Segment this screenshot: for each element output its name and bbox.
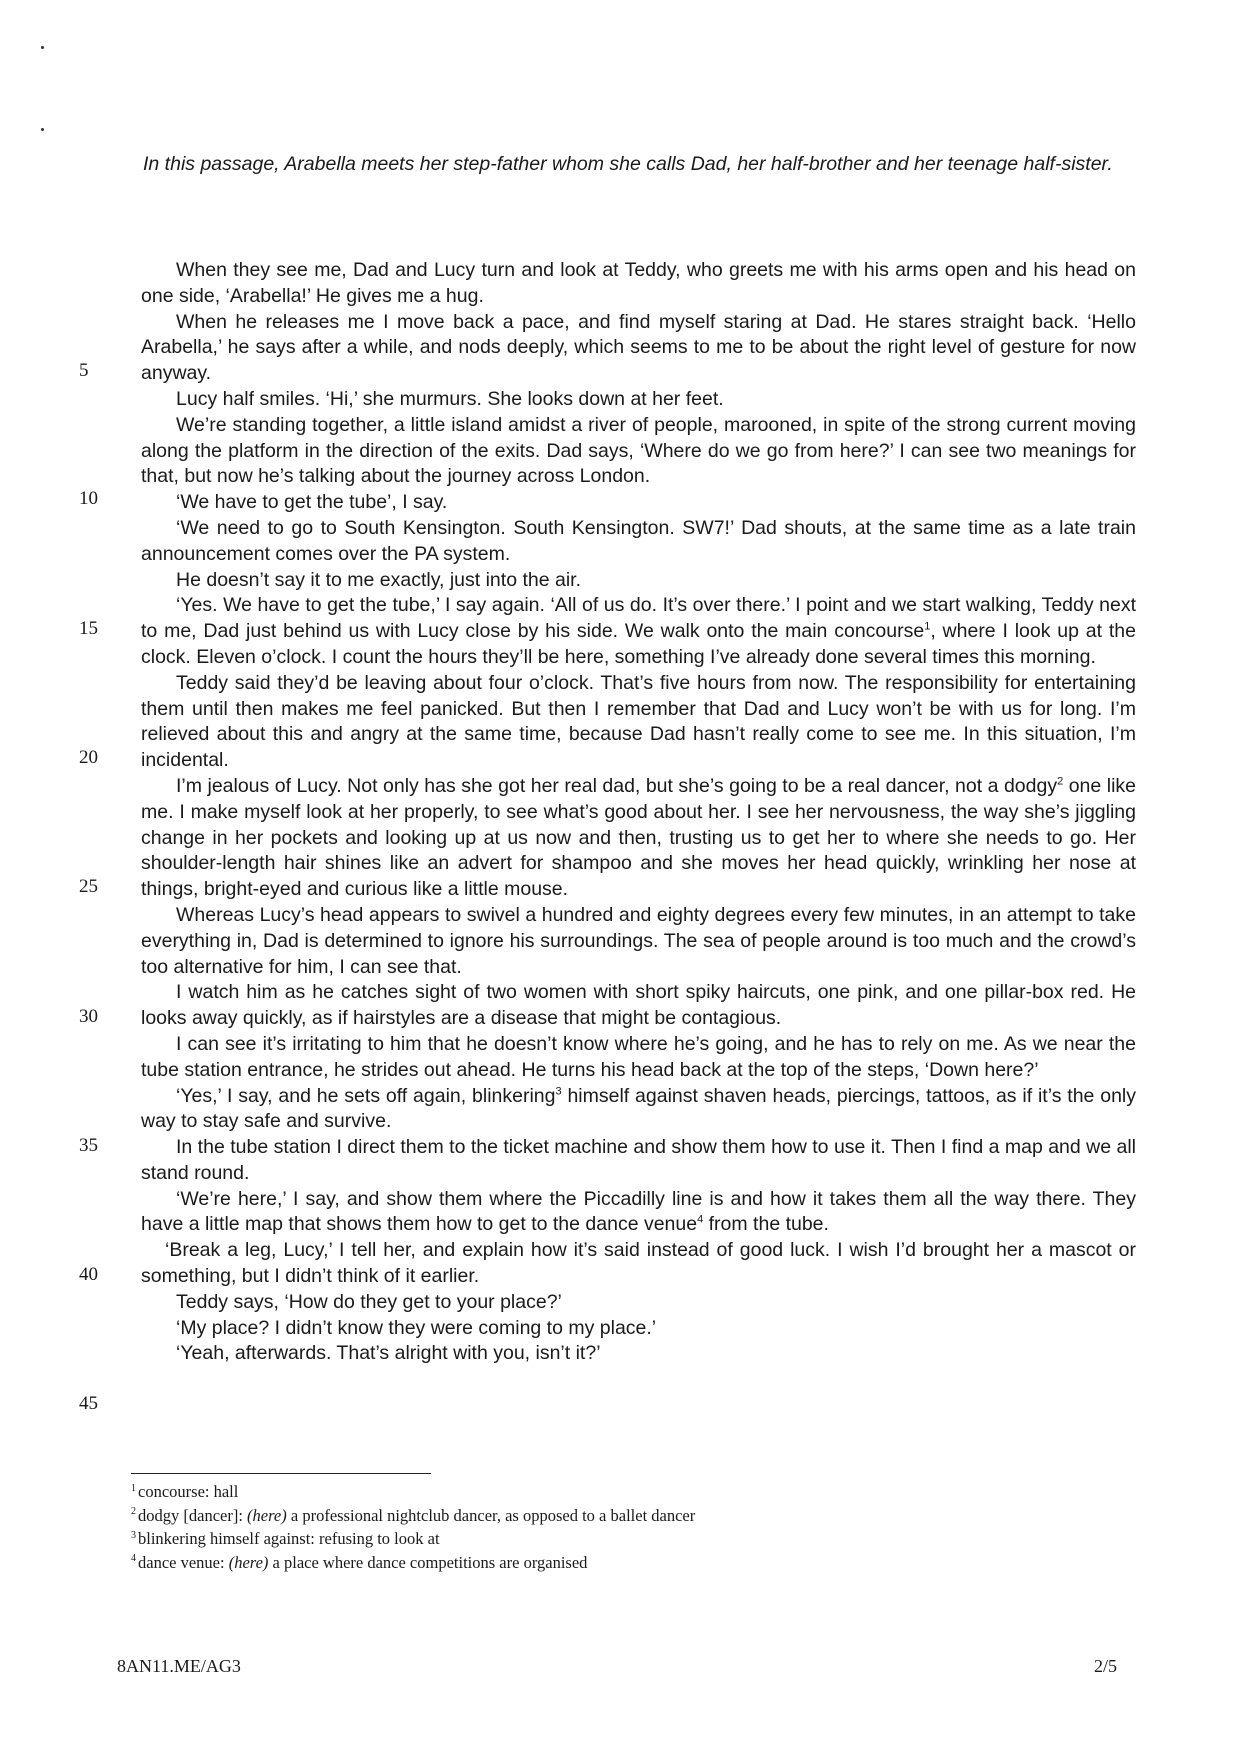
paragraph: ‘We need to go to South Kensington. South Kensington. SW7!’ Dad shouts, at the same time as a late train announcement comes over the PA system.: [141, 516, 1136, 565]
passage-intro: In this passage, Arabella meets her step-father whom she calls Dad, her half-brother and her teenage half-sister.: [143, 153, 1113, 175]
paragraph: Whereas Lucy’s head appears to swivel a hundred and eighty degrees every few minutes, in an attempt to take everything in, Dad is determined to ignore his surroundings. The sea of people around is too much and the crowd’s too alternative for him, I can see that.: [141, 903, 1136, 978]
paragraph: I’m jealous of Lucy. Not only has she got her real dad, but she’s going to be a real dancer, not a dodgy$^2$ one like me. I make myself look at her properly, to see what’s good about her. I see her nervousness, the way she’s jiggling change in her pockets and looking up at us now and then, trusting us to get her to where she needs to go. Her shoulder-length hair shines like an advert for shampoo and she moves her head quickly, wrinkling her nose at things, bright-eyed and curious like a little mouse.: [141, 774, 1136, 901]
paragraph: In the tube station I direct them to the ticket machine and show them how to use it. Then I find a map and we all stand round.: [141, 1136, 1137, 1184]
line-number: 25: [79, 876, 98, 897]
line-number: 45: [79, 1393, 98, 1414]
paragraph: We’re standing together, a little island amidst a river of people, marooned, in spite of the strong current moving along the platform in the direction of the exits. Dad says, ‘Where do we go from here?’ I can see two meanings for that, but now he’s talking about the journey across London.: [141, 413, 1136, 488]
paragraph: ‘My place? I didn’t know they were coming to my place.’: [176, 1316, 657, 1339]
footnote: $^1$ concourse: hall: [131, 1482, 239, 1501]
paragraph: ‘Yes,’ I say, and he sets off again, blinkering$^3$ himself against shaven heads, piercings, tattoos, as if it’s the only way to stay safe and survive.: [141, 1084, 1136, 1133]
paragraph: When they see me, Dad and Lucy turn and look at Teddy, who greets me with his arms open and his head on one side, ‘Arabella!’ He gives me a hug.: [141, 259, 1136, 307]
paragraph: ‘We’re here,’ I say, and show them where the Piccadilly line is and how it takes them all the way there. They have a little map that shows them how to get to the dance venue$^4$ from the tube.: [141, 1187, 1136, 1236]
footnote-divider: [131, 1473, 431, 1474]
paragraph: ‘Yeah, afterwards. That’s alright with you, isn’t it?’: [176, 1342, 601, 1365]
footnotes: [131, 1480, 1031, 1574]
line-number: 20: [79, 747, 98, 768]
paragraph: I can see it’s irritating to him that he doesn’t know where he’s going, and he has to rely on me. As we near the tube station entrance, he strides out ahead. He turns his head back at the top of the steps, ‘Down here?’: [141, 1032, 1136, 1081]
scan-speck: [41, 128, 44, 131]
footnote: $^3$ blinkering himself against: refusing to look at: [131, 1529, 440, 1548]
line-number: 5: [79, 360, 89, 381]
footnote: $^4$ dance venue: (here) a place where dance competitions are organised: [131, 1552, 588, 1572]
paragraph: When he releases me I move back a pace, and find myself staring at Dad. He stares straight back. ‘Hello Arabella,’ he says after a while, and nods deeply, which seems to me to be about the right level of gesture for now anyway.: [141, 310, 1136, 385]
line-number: 35: [79, 1135, 98, 1156]
passage-text: [141, 258, 1136, 1367]
exam-code: 8AN11.ME/AG3: [117, 1656, 241, 1676]
line-number: 30: [79, 1006, 98, 1027]
footnote: $^2$ dodgy [dancer]: (here) a professional nightclub dancer, as opposed to a ballet dancer: [131, 1505, 696, 1525]
paragraph: Teddy said they’d be leaving about four o’clock. That’s five hours from now. The responsibility for entertaining them until then makes me feel panicked. But then I remember that Dad and Lucy won’t be with us for long. I’m relieved about this and angry at the same time, because Dad hasn’t really come to see me. In this situation, I’m incidental.: [141, 671, 1136, 772]
page-number: 2/5: [1093, 1656, 1117, 1676]
paragraph: Lucy half smiles. ‘Hi,’ she murmurs. She looks down at her feet.: [176, 387, 724, 410]
scan-speck: [41, 46, 44, 49]
line-number: 15: [79, 618, 98, 639]
paragraph: Teddy says, ‘How do they get to your place?’: [176, 1290, 562, 1313]
footnote-ref: 1: [924, 620, 931, 633]
paragraph: ‘Yes. We have to get the tube,’ I say again. ‘All of us do. It’s over there.’ I point and we start walking, Teddy next to me, Dad just behind us with Lucy close by his side. We walk onto the main concourse$^1$, where I look up at the clock. Eleven o’clock. I count the hours they’ll be here, something I’ve already done several times this morning.: [141, 594, 1136, 668]
line-number: 40: [79, 1264, 98, 1285]
footnote-ref: 2: [1057, 775, 1064, 788]
footnote-ref: 3: [555, 1085, 562, 1097]
paragraph: I watch him as he catches sight of two women with short spiky haircuts, one pink, and one pillar-box red. He looks away quickly, as if hairstyles are a disease that might be contagious.: [141, 981, 1136, 1030]
line-number: 10: [79, 488, 98, 509]
footnote-ref: 4: [697, 1213, 704, 1226]
paragraph: ‘We have to get the tube’, I say.: [176, 491, 448, 514]
paragraph: ‘Break a leg, Lucy,’ I tell her, and explain how it’s said instead of good luck. I wish I’d brought her a mascot or something, but I didn’t think of it earlier.: [141, 1239, 1136, 1288]
paragraph: He doesn’t say it to me exactly, just into the air.: [176, 568, 581, 591]
